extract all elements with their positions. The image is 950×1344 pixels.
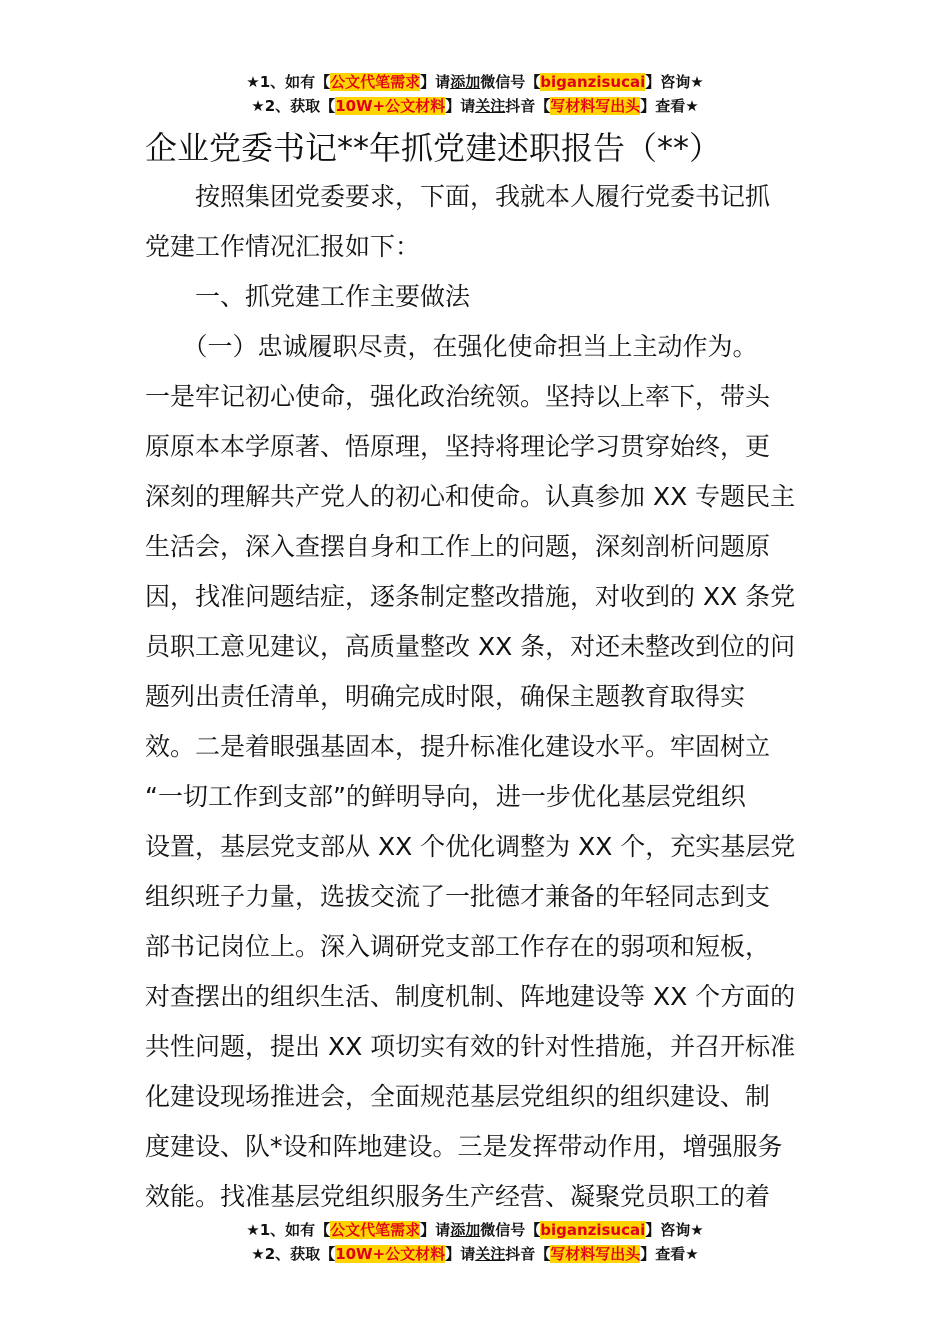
paragraph-line: 题列出责任清单，明确完成时限，确保主题教育取得实 — [145, 682, 746, 711]
paragraph-line: 原原本本学原著、悟原理，坚持将理论学习贯穿始终，更 — [145, 432, 771, 461]
paragraph-line: 深刻的理解共产党人的初心和使命。认真参加 XX 专题民主 — [145, 482, 796, 511]
promo-highlight: 10W+公文材料 — [335, 1245, 446, 1263]
paragraph-line: 效。二是着眼强基固本，提升标准化建设水平。牢固树立 — [145, 732, 771, 761]
douyin-id: 写材料写出头 — [550, 97, 641, 115]
footer-promo-banner — [0, 1218, 950, 1266]
paragraph-line: （一）忠诚履职尽责，在强化使命担当上主动作为。 — [145, 332, 758, 361]
wechat-id: biganzisucai — [540, 73, 646, 91]
paragraph-line: 员职工意见建议，高质量整改 XX 条，对还未整改到位的问 — [145, 632, 796, 661]
header-promo-banner — [0, 70, 950, 118]
paragraph-line: 组织班子力量，选拔交流了一批德才兼备的年轻同志到支 — [145, 882, 771, 911]
document-title: 企业党委书记**年抓党建述职报告（**） — [145, 129, 722, 167]
paragraph-line: 对查摆出的组织生活、制度机制、阵地建设等 XX 个方面的 — [145, 982, 796, 1011]
promo-highlight: 10W+公文材料 — [335, 97, 446, 115]
paragraph-line: 化建设现场推进会，全面规范基层党组织的组织建设、制 — [145, 1082, 771, 1111]
paragraph-line: 按照集团党委要求，下面，我就本人履行党委书记抓 — [145, 182, 771, 211]
promo-line-2: ★2、获取【10W+公文材料】请关注抖音【写材料写出头】查看★ — [251, 97, 699, 115]
promo-highlight: 公文代笔需求 — [330, 1221, 421, 1239]
paragraph-line: 因，找准问题结症，逐条制定整改措施，对收到的 XX 条党 — [145, 582, 796, 611]
body-paragraph — [145, 322, 810, 1222]
douyin-id: 写材料写出头 — [550, 1245, 641, 1263]
paragraph-line: 党建工作情况汇报如下： — [145, 232, 421, 261]
promo-highlight: 公文代笔需求 — [330, 73, 421, 91]
paragraph-line: 共性问题，提出 XX 项切实有效的针对性措施，并召开标准 — [145, 1032, 796, 1061]
paragraph-line: 生活会，深入查摆自身和工作上的问题，深刻剖析问题原 — [145, 532, 771, 561]
paragraph-line: 设置，基层党支部从 XX 个优化调整为 XX 个，充实基层党 — [145, 832, 796, 861]
intro-paragraph — [145, 172, 810, 272]
wechat-id: biganzisucai — [540, 1221, 646, 1239]
paragraph-line: 效能。找准基层党组织服务生产经营、凝聚党员职工的着 — [145, 1182, 771, 1211]
paragraph-line: 度建设、队*设和阵地建设。三是发挥带动作用，增强服务 — [145, 1132, 783, 1161]
promo-line-1: ★1、如有【公文代笔需求】请添加微信号【biganzisucai】咨询★ — [246, 1221, 704, 1239]
section-heading: 一、抓党建工作主要做法 — [145, 282, 471, 311]
promo-line-1: ★1、如有【公文代笔需求】请添加微信号【biganzisucai】咨询★ — [246, 73, 704, 91]
paragraph-line: 一是牢记初心使命，强化政治统领。坚持以上率下，带头 — [145, 382, 771, 411]
paragraph-line: 部书记岗位上。深入调研党支部工作存在的弱项和短板， — [145, 932, 771, 961]
promo-line-2: ★2、获取【10W+公文材料】请关注抖音【写材料写出头】查看★ — [251, 1245, 699, 1263]
paragraph-line: “一切工作到支部”的鲜明导向，进一步优化基层党组织 — [145, 782, 746, 811]
